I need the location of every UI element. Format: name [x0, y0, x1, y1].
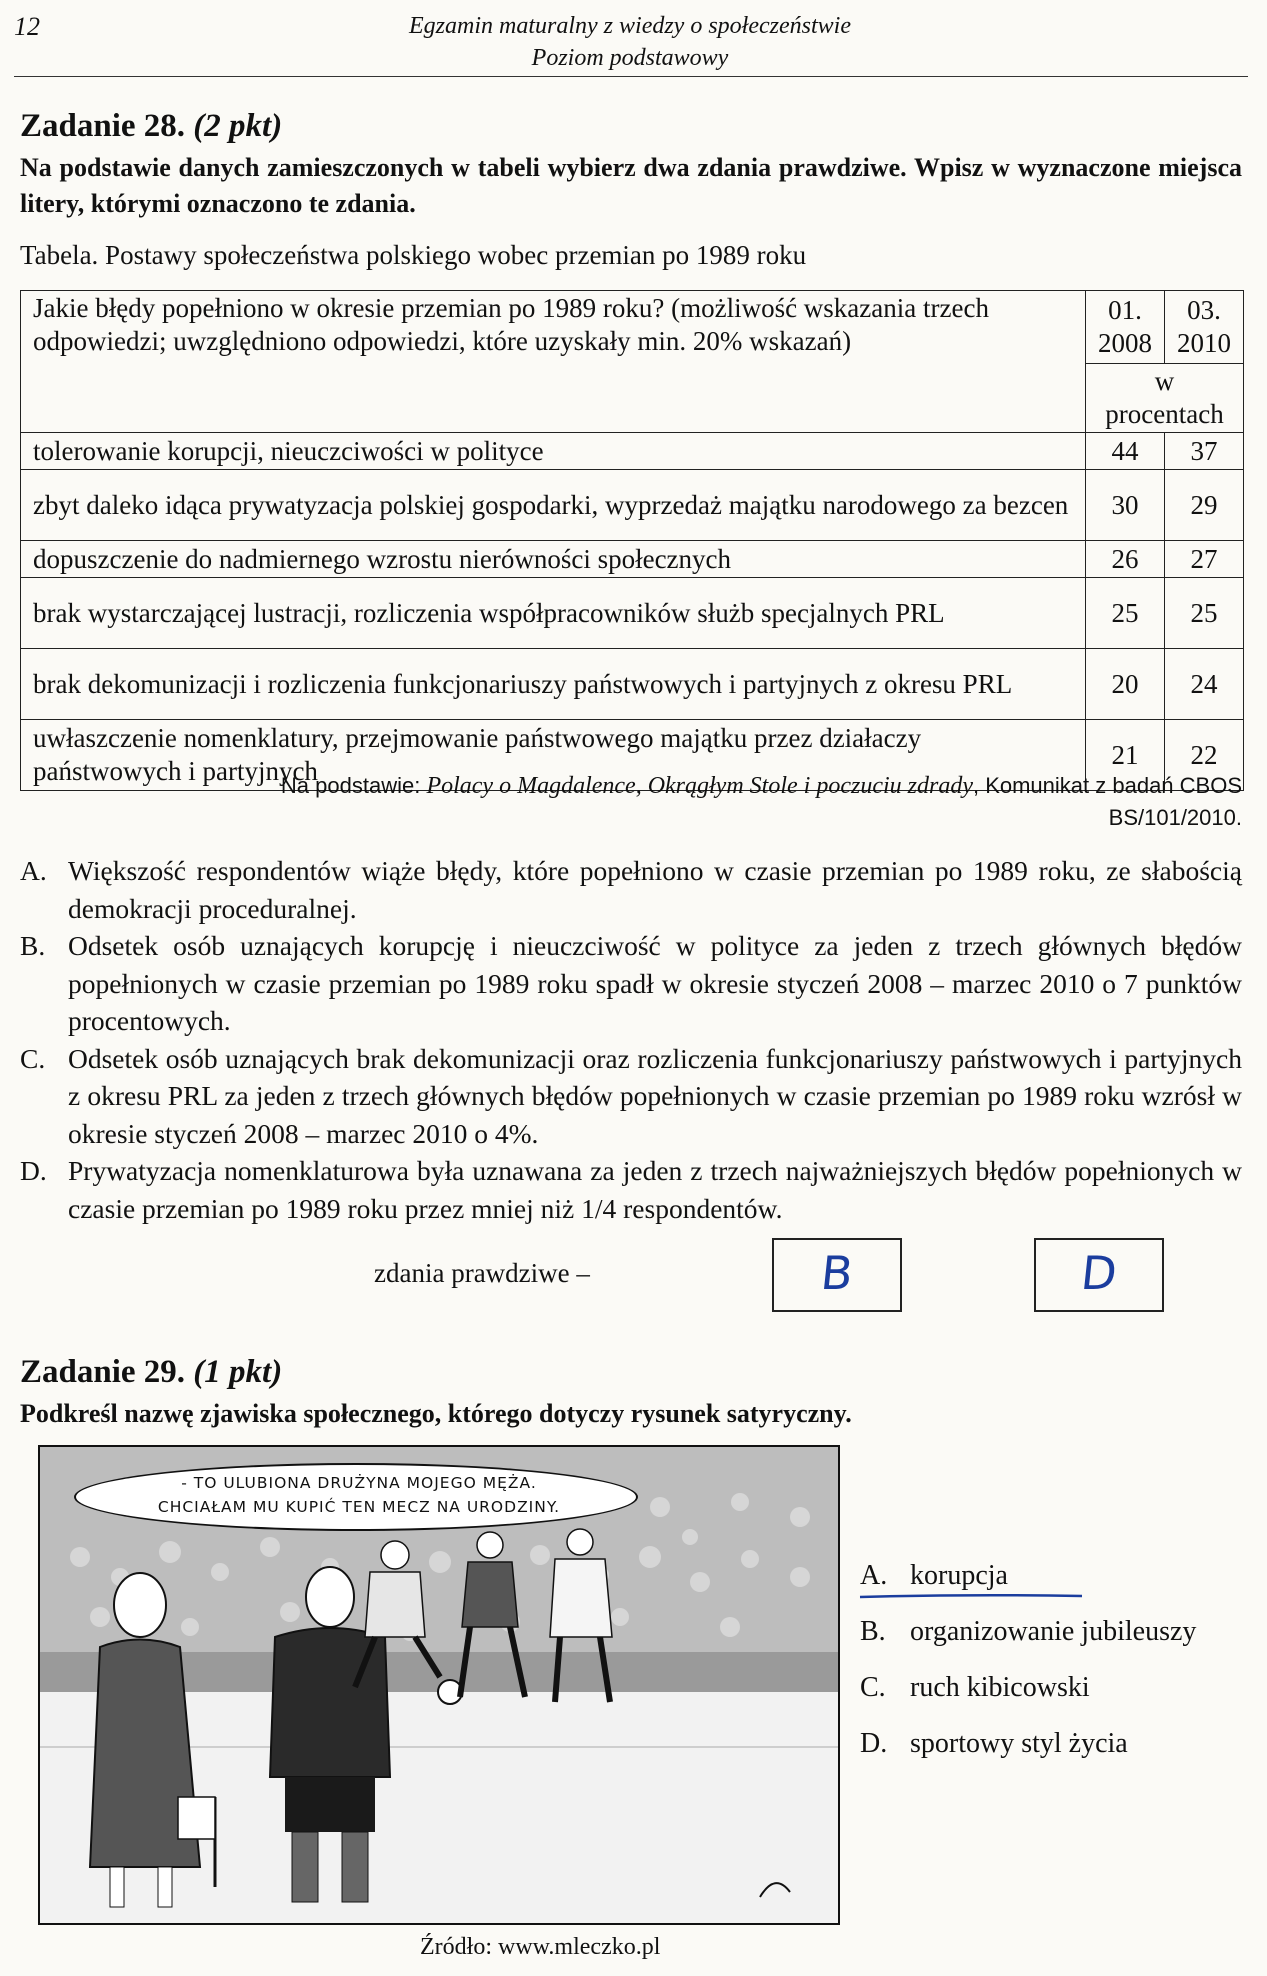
row-value-2008: 20: [1086, 649, 1165, 720]
row-label: brak wystarczającej lustracji, rozliczenia współpracowników służb specjalnych PRL: [21, 578, 1086, 649]
option-text: ruch kibicowski: [910, 1672, 1090, 1703]
answer-1-handwritten: B: [818, 1246, 856, 1300]
option-b: [20, 927, 1242, 1040]
table-row: [21, 578, 1244, 649]
row-label: tolerowanie korupcji, nieuczciwości w polityce: [21, 433, 1086, 470]
option-c[interactable]: [860, 1660, 1196, 1716]
task28-number: Zadanie 28.: [20, 108, 186, 144]
option-c: [20, 1040, 1242, 1153]
row-label: zbyt daleko idąca prywatyzacja polskiej gospodarki, wyprzedaż majątku narodowego za bezcen: [21, 470, 1086, 541]
column-2010-header: 03. 2010: [1165, 291, 1244, 364]
speech-line2: CHCIAŁAM MU KUPIĆ TEN MECZ NA URODZINY.: [157, 1498, 561, 1516]
speech-text: [98, 1471, 620, 1519]
row-value-2010: 22: [1165, 720, 1244, 791]
table-header-row: [21, 291, 1244, 364]
task29-number: Zadanie 29.: [20, 1354, 186, 1390]
page-header: [250, 10, 1010, 74]
task29-options: [860, 1548, 1196, 1772]
row-value-2008: 30: [1086, 470, 1165, 541]
row-label: uwłaszczenie nomenklatury, przejmowanie państwowego majątku przez działaczy państwowych i partyjnych: [21, 720, 1086, 791]
option-text: Prywatyzacja nomenklaturowa była uznawana za jeden z trzech najważniejszych błędów popełnionych w czasie przemian po 1989 roku przez mniej niż 1/4 respondentów.: [68, 1155, 1242, 1224]
answer-2-handwritten: D: [1078, 1246, 1120, 1300]
task28-instruction: Na podstawie danych zamieszczonych w tabeli wybierz dwa zdania prawdziwe. Wpisz w wyznaczone miejsca litery, którymi oznaczono te zdania.: [20, 153, 1242, 218]
option-b[interactable]: [860, 1604, 1196, 1660]
speech-bubble: [74, 1463, 638, 1531]
handwritten-underline: [858, 1593, 1084, 1599]
row-value-2010: 37: [1165, 433, 1244, 470]
task28-points: (2 pkt): [193, 108, 283, 144]
option-d: [20, 1152, 1242, 1227]
row-value-2010: 25: [1165, 578, 1244, 649]
row-label: dopuszczenie do nadmiernego wzrostu nierówności społecznych: [21, 541, 1086, 578]
source-suffix: , Komunikat z badań CBOS BS/101/2010.: [972, 773, 1242, 830]
table-caption: Tabela. Postawy społeczeństwa polskiego wobec przemian po 1989 roku: [20, 240, 807, 270]
row-value-2010: 27: [1165, 541, 1244, 578]
row-label: brak dekomunizacji i rozliczenia funkcjonariuszy państwowych i partyjnych z okresu PRL: [21, 649, 1086, 720]
table-row: [21, 649, 1244, 720]
option-letter: A.: [20, 855, 47, 886]
true-statements-label: zdania prawdziwe –: [374, 1258, 590, 1288]
option-text: Odsetek osób uznających brak dekomunizacji oraz rozliczenia funkcjonariuszy państwowych i partyjnych z okresu PRL za jeden z trzech głównych błędów popełnionych w czasie przemian po 1989 roku wzrósł w okresie styczeń 2008 – marzec 2010 o 4%.: [68, 1042, 1242, 1149]
option-a: [20, 852, 1242, 927]
option-text: korupcja: [910, 1560, 1008, 1591]
option-letter: B.: [20, 930, 46, 961]
row-value-2008: 25: [1086, 578, 1165, 649]
table-row: [21, 541, 1244, 578]
table-row: [21, 433, 1244, 470]
option-letter: C.: [860, 1672, 886, 1703]
row-value-2008: 44: [1086, 433, 1165, 470]
option-d[interactable]: [860, 1716, 1196, 1772]
row-value-2008: 26: [1086, 541, 1165, 578]
option-letter: C.: [20, 1042, 46, 1074]
answer-box-2[interactable]: [1034, 1238, 1164, 1312]
satirical-cartoon: [38, 1445, 840, 1925]
answer-box-1[interactable]: [772, 1238, 902, 1312]
option-letter: A.: [860, 1560, 888, 1591]
task29-points: (1 pkt): [193, 1354, 283, 1390]
page-number: 12: [14, 12, 40, 41]
option-text: organizowanie jubileuszy: [910, 1616, 1197, 1647]
header-line1: Egzamin maturalny z wiedzy o społeczeństwie: [409, 13, 851, 39]
row-value-2008: 21: [1086, 720, 1165, 791]
row-value-2010: 29: [1165, 470, 1244, 541]
header-rule: [14, 76, 1248, 77]
task29-title: [20, 1354, 282, 1391]
speech-line1: - TO ULUBIONA DRUŻYNA MOJEGO MĘŻA.: [181, 1474, 537, 1492]
option-letter: B.: [860, 1616, 886, 1647]
table-row: [21, 470, 1244, 541]
task28-title: [20, 108, 282, 145]
survey-table: [20, 290, 1244, 791]
table-question: Jakie błędy popełniono w okresie przemian po 1989 roku? (możliwość wskazania trzech odpowiedzi; uwzględniono odpowiedzi, które uzyskały min. 20% wskazań): [21, 291, 1086, 433]
option-letter: D.: [20, 1155, 47, 1186]
source-title: Polacy o Magdalence, Okrągłym Stole i poczuciu zdrady: [426, 773, 973, 799]
task29-instruction: Podkreśl nazwę zjawiska społecznego, którego dotyczy rysunek satyryczny.: [20, 1399, 852, 1428]
option-letter: D.: [860, 1728, 888, 1759]
task28-options: [20, 852, 1242, 1227]
header-line2: Poziom podstawowy: [531, 45, 729, 71]
table-unit: w procentach: [1086, 364, 1244, 433]
option-text: Odsetek osób uznających korupcję i nieuczciwość w polityce za jeden z trzech głównych błędów popełnionych w czasie przemian po 1989 roku spadł w okresie styczeń 2008 – marzec 2010 o 7 punktów procentowych.: [68, 930, 1242, 1036]
table-source: [160, 770, 1242, 834]
cartoon-source: Źródło: www.mleczko.pl: [420, 1934, 661, 1960]
column-2008-header: 01. 2008: [1086, 291, 1165, 364]
option-text: Większość respondentów wiąże błędy, które popełniono w czasie przemian po 1989 roku, ze słabością demokracji proceduralnej.: [68, 855, 1242, 924]
source-prefix: Na podstawie:: [280, 773, 427, 798]
option-text: sportowy styl życia: [910, 1728, 1128, 1759]
row-value-2010: 24: [1165, 649, 1244, 720]
